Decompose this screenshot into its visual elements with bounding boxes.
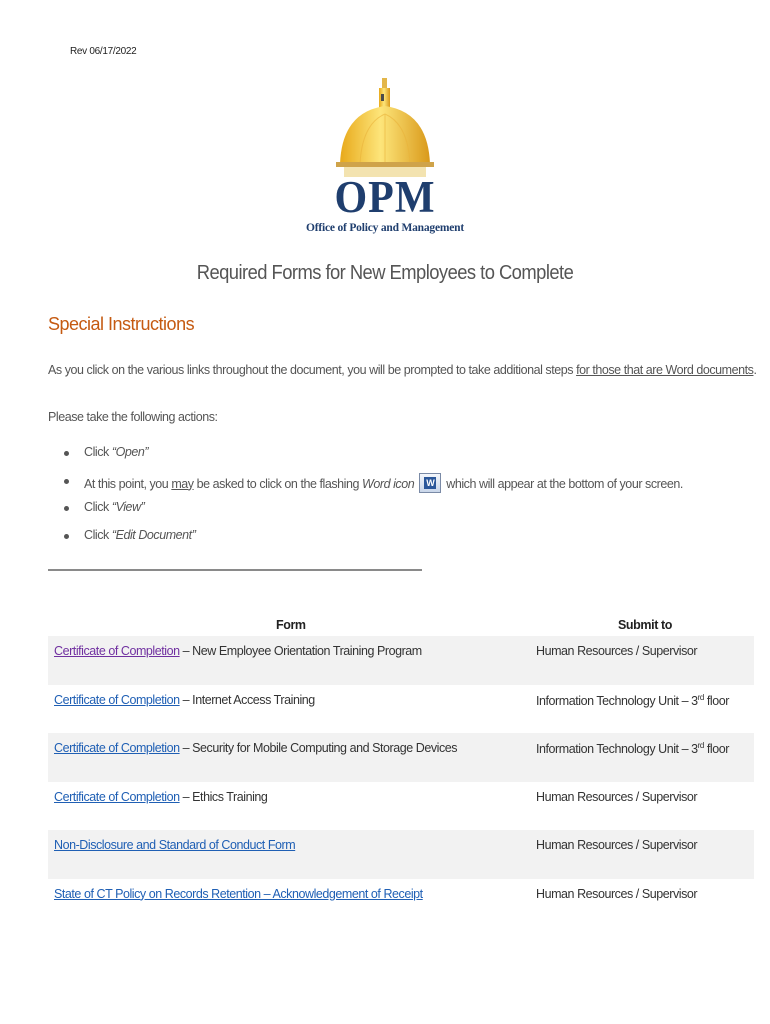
capitol-dome-icon <box>300 72 470 182</box>
submit-text: floor <box>703 742 729 756</box>
bullet-dot-icon <box>64 534 69 539</box>
form-cell <box>54 741 457 755</box>
document-title: Required Forms for New Employees to Complete <box>196 262 574 284</box>
actions-list <box>60 445 683 555</box>
form-description: – Internet Access Training <box>179 692 315 707</box>
submit-to-cell: Human Resources / Supervisor <box>536 886 698 901</box>
table-row <box>48 636 754 685</box>
submit-to-cell: Human Resources / Supervisor <box>536 644 698 658</box>
floor-ordinal: rd <box>697 692 704 702</box>
form-cell <box>54 693 315 707</box>
form-cell <box>54 644 422 658</box>
bullet-dot-icon <box>64 506 69 511</box>
divider <box>48 569 422 571</box>
form-link[interactable]: Certificate of Completion <box>54 692 180 707</box>
list-item <box>60 500 683 528</box>
logo-name: Office of Policy and Management <box>306 222 464 234</box>
bullet-text: which will appear at the bottom of your screen. <box>443 476 683 491</box>
table-row <box>48 685 754 734</box>
list-item <box>60 445 683 473</box>
submit-text: Information Technology Unit – 3 <box>536 693 698 708</box>
para1-period: . <box>753 363 757 377</box>
list-item <box>60 528 683 556</box>
table-row <box>48 782 754 831</box>
table-row <box>48 733 754 782</box>
view-label: “View” <box>111 500 145 514</box>
logo-acronym: OPM <box>334 173 436 223</box>
form-cell <box>54 887 423 901</box>
table-header <box>48 614 754 636</box>
form-link[interactable]: Non-Disclosure and Standard of Conduct Form <box>54 838 296 852</box>
submit-text: floor <box>703 693 729 708</box>
special-instructions-heading: Special Instructions <box>48 314 195 334</box>
form-description: – New Employee Orientation Training Program <box>179 644 422 658</box>
bullet-text: Click <box>84 500 112 514</box>
form-description: – Ethics Training <box>179 789 268 804</box>
list-item <box>60 473 683 501</box>
form-description: – Security for Mobile Computing and Storage Devices <box>179 741 458 755</box>
form-cell <box>54 838 295 852</box>
instructions-paragraph <box>48 363 757 377</box>
actions-intro: Please take the following actions: <box>48 410 218 424</box>
table-row <box>48 830 754 879</box>
opm-logo <box>300 72 470 242</box>
bullet-text: At this point, you <box>84 476 172 491</box>
revision-date: Rev 06/17/2022 <box>70 46 137 57</box>
bullet-text: Click <box>84 527 112 542</box>
bullet-text: be asked to click on the flashing <box>193 476 362 491</box>
submit-to-cell: Human Resources / Supervisor <box>536 789 698 804</box>
forms-table <box>48 614 754 927</box>
open-label: “Open” <box>111 445 149 459</box>
word-documents-link[interactable]: for those that are Word documents <box>576 363 754 377</box>
edit-document-label: “Edit Document” <box>111 527 196 542</box>
header-form: Form <box>276 618 306 632</box>
word-icon: W <box>419 473 441 493</box>
submit-text: Information Technology Unit – 3 <box>536 742 698 756</box>
bullet-text: Click <box>84 445 112 459</box>
may-text: may <box>171 476 194 491</box>
form-cell <box>54 790 267 804</box>
form-link[interactable]: State of CT Policy on Records Retention – Acknowledgement of Receipt <box>54 886 423 901</box>
form-link[interactable]: Certificate of Completion <box>54 741 180 755</box>
header-submit-to: Submit to <box>618 618 673 632</box>
submit-to-cell: Human Resources / Supervisor <box>536 838 698 852</box>
para1-text: As you click on the various links throughout the document, you will be prompted to take additional steps <box>48 363 577 377</box>
bullet-dot-icon <box>64 479 69 484</box>
table-row <box>48 879 754 928</box>
bullet-dot-icon <box>64 451 69 456</box>
form-link[interactable]: Certificate of Completion <box>54 644 180 658</box>
form-link[interactable]: Certificate of Completion <box>54 789 180 804</box>
submit-to-cell <box>536 741 729 756</box>
submit-to-cell <box>536 693 729 708</box>
floor-ordinal: rd <box>697 741 704 750</box>
word-icon-label: Word icon <box>362 476 415 491</box>
